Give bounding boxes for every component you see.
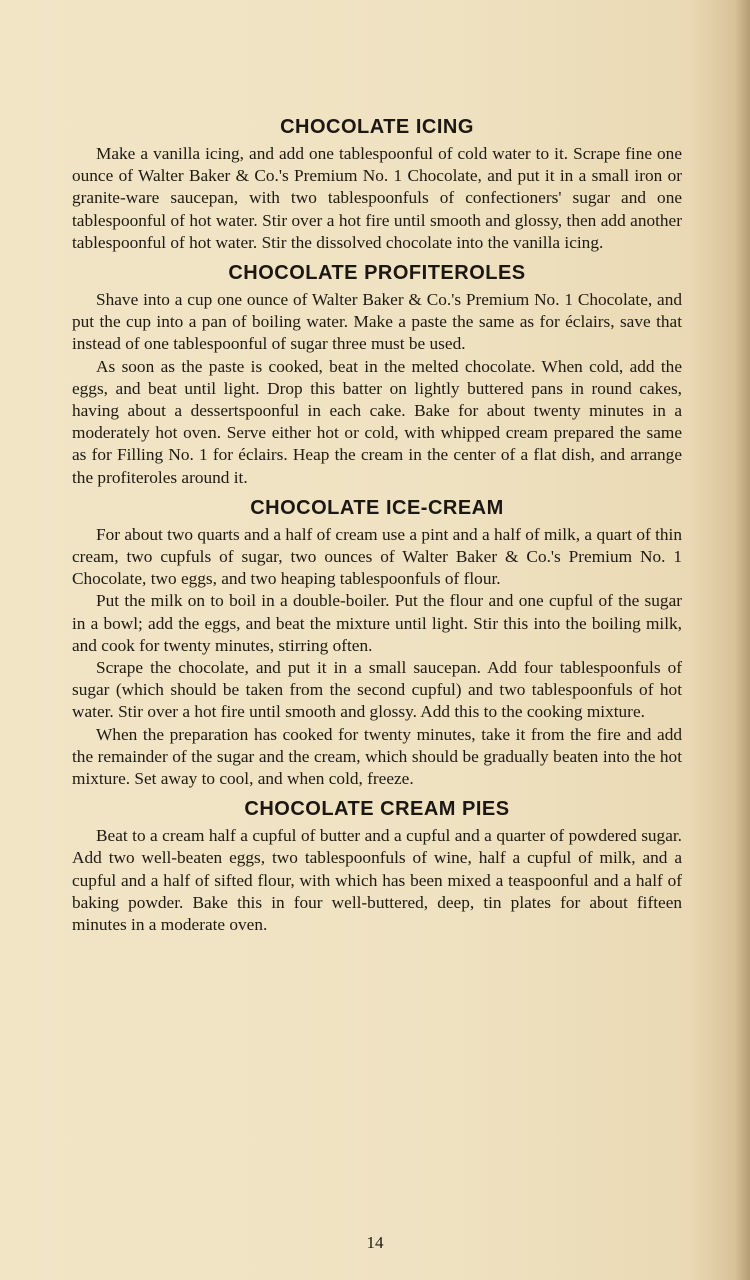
page-content	[72, 116, 682, 936]
paragraph: Shave into a cup one ounce of Walter Baker & Co.'s Premium No. 1 Chocolate, and put the cup into a pan of boiling water. Make a paste the same as for éclairs, save that instead of one tablespoonful of sugar three must be used.	[72, 290, 682, 354]
section-title-chocolate-icing: CHOCOLATE ICING	[280, 116, 474, 138]
paragraph: As soon as the paste is cooked, beat in the melted chocolate. When cold, add the eggs, and beat until light. Drop this batter on lightly buttered pans in round cakes, having about a dessertspoonful in each cake. Bake for about twenty minutes in a moderately hot oven. Serve either hot or cold, with whipped cream prepared the same as for Filling No. 1 for éclairs. Heap the cream in the center of a flat dish, and arrange the profiteroles around it.	[72, 356, 682, 487]
section-title-chocolate-cream-pies: CHOCOLATE CREAM PIES	[244, 798, 510, 821]
paragraph: Put the milk on to boil in a double-boiler. Put the flour and one cupful of the sugar in a bowl; add the eggs, and beat the mixture until light. Stir this into the boiling milk, and cook for twenty minutes, stirring often.	[72, 591, 682, 655]
paragraph: For about two quarts and a half of cream use a pint and a half of milk, a quart of thin cream, two cupfuls of sugar, two ounces of Walter Baker & Co.'s Premium No. 1 Chocolate, two eggs, and two heaping tablespoonfuls of flour.	[72, 524, 682, 589]
page-number: 14	[366, 1233, 384, 1252]
paragraph: Scrape the chocolate, and put it in a small saucepan. Add four tablespoonfuls of sugar (which should be taken from the second cupful) and two tablespoonfuls of hot water. Stir over a hot fire until smooth and glossy. Add this to the cooking mixture.	[72, 658, 682, 722]
section-title-chocolate-profiteroles: CHOCOLATE PROFITEROLES	[228, 262, 526, 285]
section-title-chocolate-ice-cream: CHOCOLATE ICE-CREAM	[250, 496, 504, 519]
paragraph: Beat to a cream half a cupful of butter and a cupful and a quarter of powdered sugar. Add two well-beaten eggs, two tablespoonfuls of wine, half a cupful of milk, and a cupful and a half of sifted flour, with which has been mixed a teaspoonful and a half of baking powder. Bake this in four well-buttered, deep, tin plates for about fifteen minutes in a moderate oven.	[72, 826, 682, 935]
paragraph: Make a vanilla icing, and add one tablespoonful of cold water to it. Scrape fine one ounce of Walter Baker & Co.'s Premium No. 1 Chocolate, and put it in a small iron or granite-ware saucepan, with two tablespoonfuls of confectioners' sugar and one tablespoonful of hot water. Stir over a hot fire until smooth and glossy, then add another tablespoonful of hot water. Stir the dissolved chocolate into the vanilla icing.	[72, 144, 682, 252]
paragraph: When the preparation has cooked for twenty minutes, take it from the fire and add the remainder of the sugar and the cream, which should be gradually beaten into the hot mixture. Set away to cool, and when cold, freeze.	[72, 724, 682, 789]
